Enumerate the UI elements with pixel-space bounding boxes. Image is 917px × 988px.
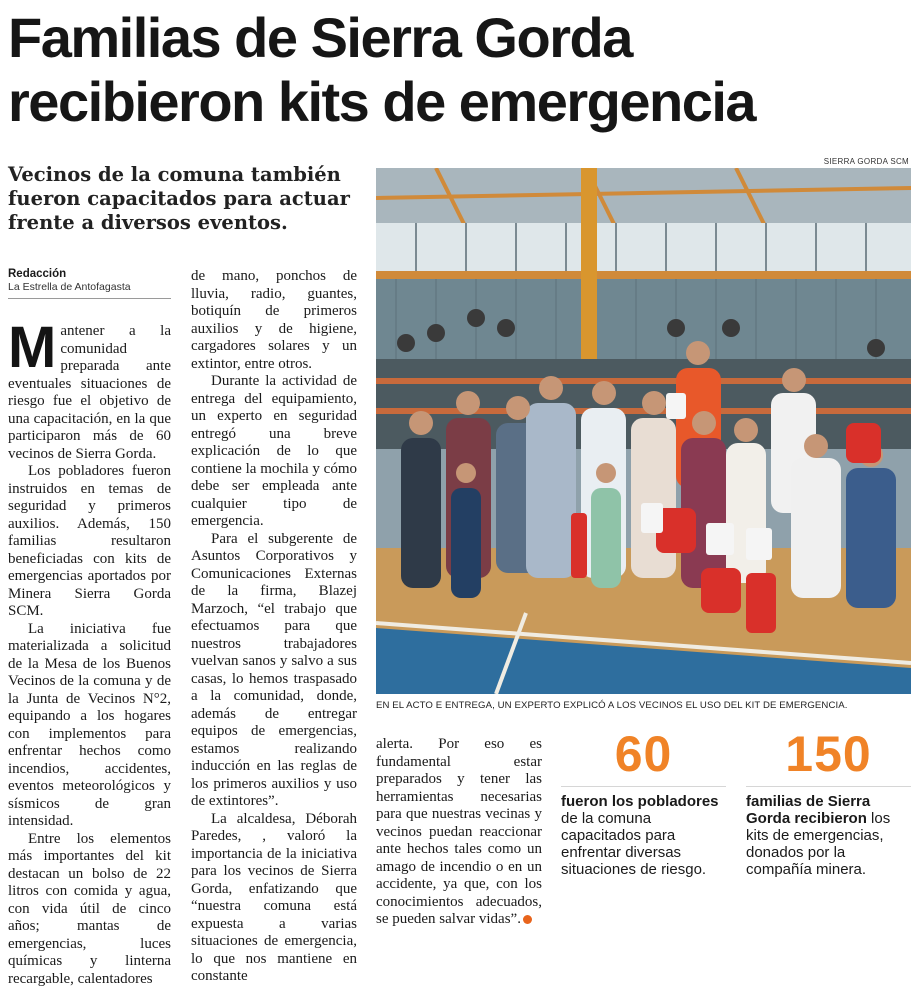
news-photo-illustration: [376, 168, 911, 694]
headline-line-2: recibieron kits de emergencia: [8, 70, 755, 133]
byline-author: Redacción: [8, 268, 171, 281]
stat-text: [746, 793, 911, 878]
photo-caption: EN EL ACTO E ENTREGA, UN EXPERTO EXPLICÓ A LOS VECINOS EL USO DEL KIT DE EMERGENCIA.: [376, 700, 911, 711]
byline-newspaper: La Estrella de Antofagasta: [8, 281, 171, 294]
byline: [8, 268, 171, 299]
article-column-3: [376, 736, 542, 929]
paragraph-8: La alcaldesa, Déborah Paredes, , valoró la importancia de la iniciativa para los vecinos de Sierra Gorda, enfatizando que “nuestra comuna está expuesta a varias situaciones de emergencia, lo que nos mantiene en constante: [191, 811, 357, 986]
paragraph-1: [8, 323, 171, 463]
stat-box-familias: [746, 728, 911, 878]
article-column-2: [191, 268, 357, 986]
paragraph-7: Para el subgerente de Asuntos Corporativos y Comunicaciones Externas de la firma, Blazej Marzoch, “el trabajo que efectuamos para que nuestros trabajadores vuelvan sanos y salvo a sus casas, lo hemos traspasado a la comunidad, donde, además de entregar equipos de emergencias, estamos realizando inducción en las reglas de los primeros auxilios y uso de extintores”.: [191, 531, 357, 811]
paragraph-9: [376, 736, 542, 929]
stat-text: [561, 793, 726, 878]
article-column-1: [8, 323, 171, 988]
photo-credit: SIERRA GORDA SCM: [824, 157, 909, 166]
headline-line-1: Familias de Sierra Gorda: [8, 6, 632, 69]
paragraph-5: de mano, ponchos de lluvia, radio, guantes, botiquín de primeros auxilios y de higiene, cargadores solares y un extintor, entre otros.: [191, 268, 357, 373]
stat-text-bold: familias de Sierra Gorda recibieron: [746, 793, 870, 827]
paragraph-2: Los pobladores fueron instruidos en temas de seguridad y primeros auxilios. Además, 150 familias resultaron beneficiadas con kits de emergencias aportados por Minera Sierra Gorda SCM.: [8, 463, 171, 621]
stat-divider: [746, 786, 911, 787]
paragraph-3: La iniciativa fue materializada a solicitud de la Mesa de los Buenos Vecinos de la comuna y de la Junta de Vecinos N°2, equipando a los hogares con implementos para enfrentar hechos como incendios, accidentes, eventos meteorológicos y sísmicos de gran intensidad.: [8, 621, 171, 831]
stat-divider: [561, 786, 726, 787]
paragraph-4: Entre los elementos más importantes del kit destacan un bolso de 22 litros con comida y agua, con vida útil de cinco años; mantas de emergencias, luces químicas y linterna recargable, calentadores: [8, 831, 171, 988]
deck-subtitle: Vecinos de la comuna también fueron capacitados para actuar frente a diversos eventos.: [8, 163, 368, 235]
stat-box-pobladores: [561, 728, 726, 878]
stat-text-rest: de la comuna capacitados para enfrentar diversas situaciones de riesgo.: [561, 810, 706, 878]
stat-number: 150: [746, 728, 911, 780]
stat-text-bold: fueron los pobladores: [561, 793, 719, 810]
headline: [8, 6, 913, 134]
paragraph-6: Durante la actividad de entrega del equipamiento, un experto en seguridad entregó una breve explicación de lo que contiene la mochila y cómo debe ser empleada ante cualquier tipo de emergencia.: [191, 373, 357, 531]
paragraph-1-text: antener a la comunidad preparada ante eventuales situaciones de riesgo fue el objetivo de una capacitación, en la que participaron más de 60 vecinos de Sierra Gorda.: [8, 323, 171, 462]
drop-cap: M: [8, 326, 56, 370]
news-photo: [376, 168, 911, 694]
stat-number: 60: [561, 728, 726, 780]
end-mark-icon: [523, 915, 532, 924]
paragraph-9-text: alerta. Por eso es fundamental estar preparados y tener las herramientas necesarias para que nuestras vecinas y vecinos puedan reaccionar ante hechos tales como un amago de incendio o en un accidente, ya que, con los conocimientos adecuados, se pueden salvar vidas”.: [376, 736, 542, 927]
stat-text-rest: los kits de emergencias, donados por la compañía minera.: [746, 810, 890, 878]
